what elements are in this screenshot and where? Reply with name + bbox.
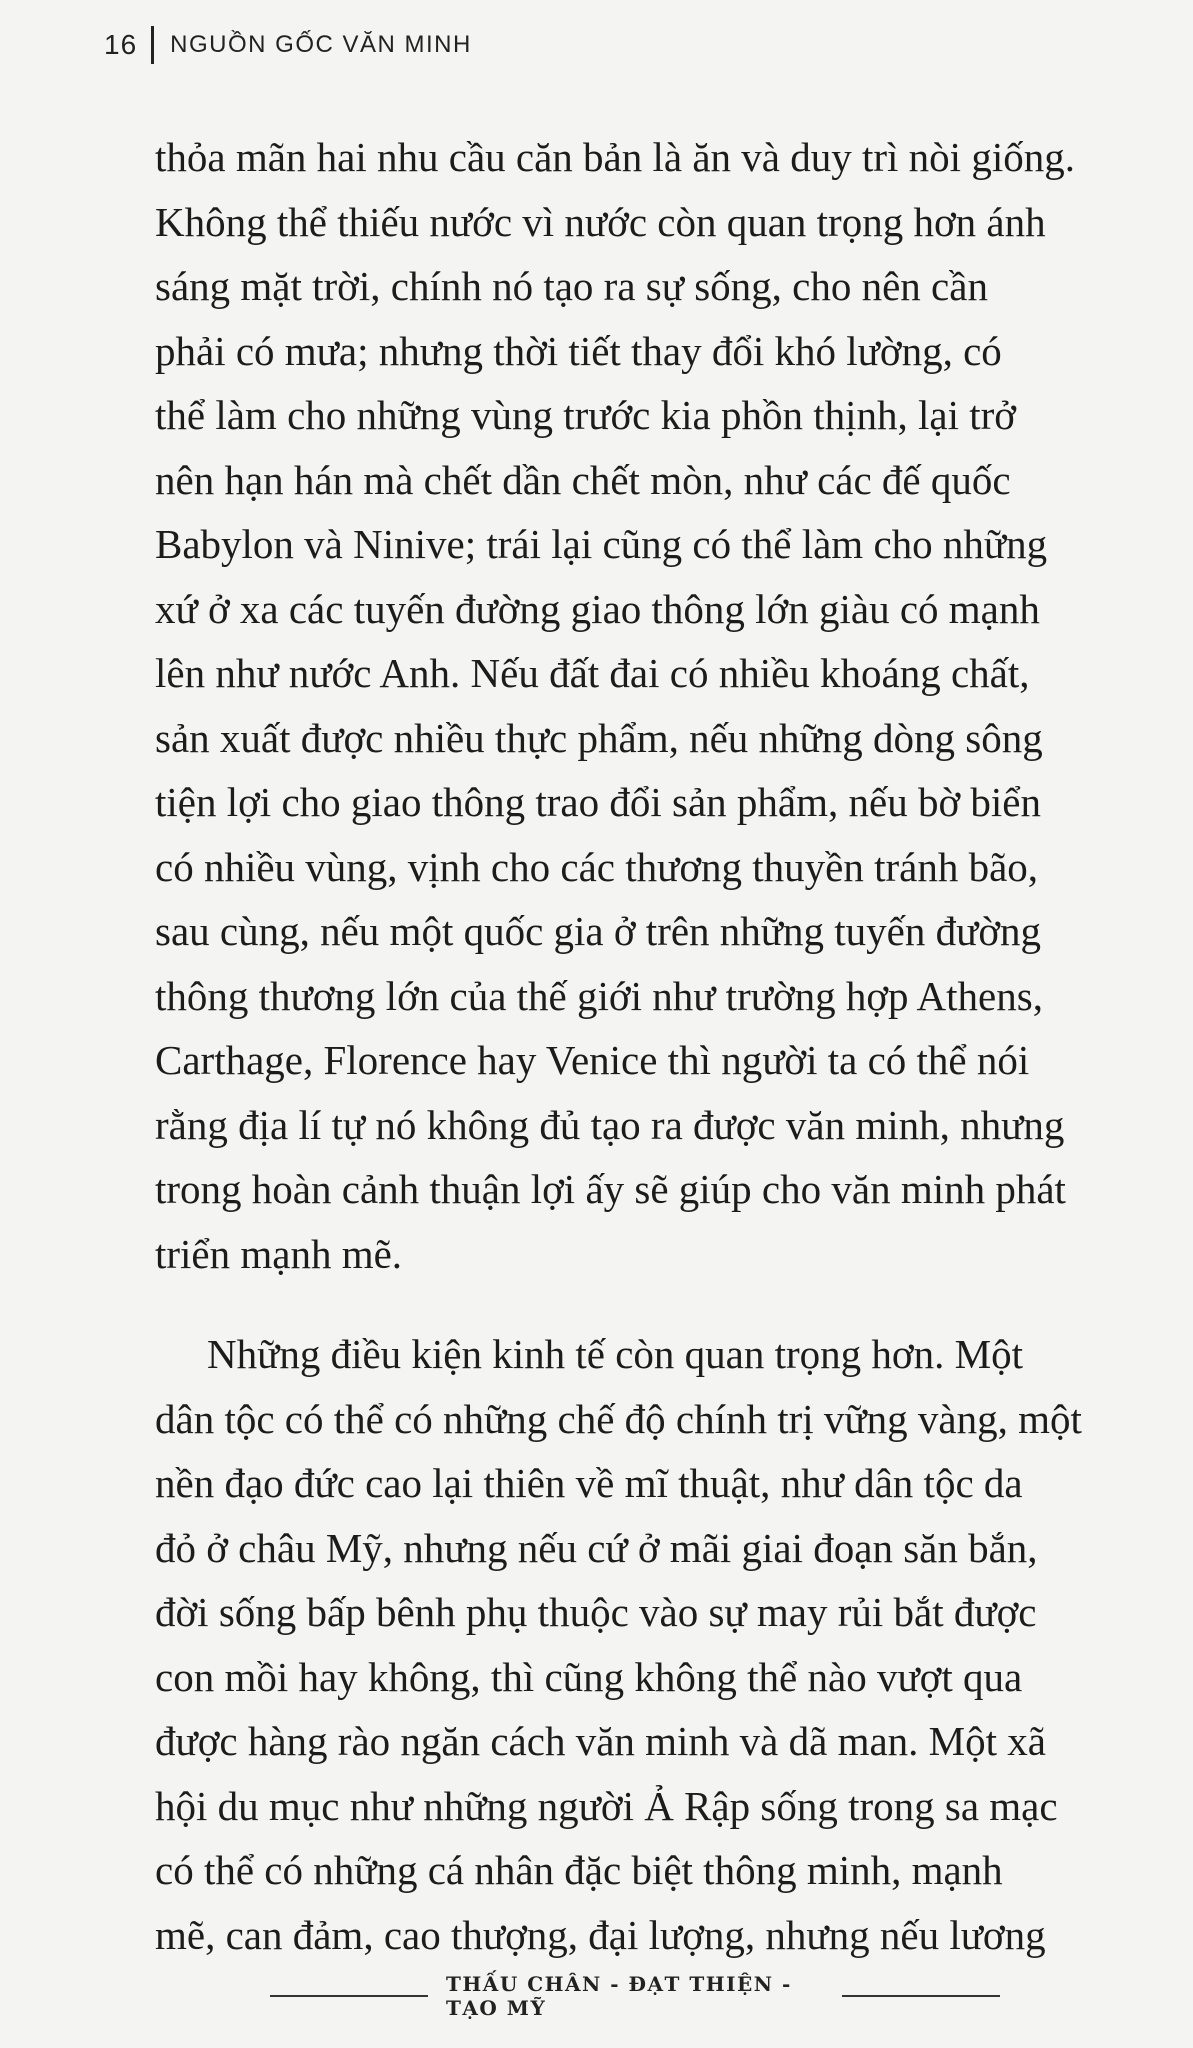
text-line: hội du mục như những người Ả Rập sống trong sa mạc <box>155 1782 1058 1829</box>
paragraph-1 <box>155 125 1115 1286</box>
page-footer <box>270 1972 1000 2020</box>
paragraph-spacer <box>155 1286 1115 1322</box>
text-line: xứ ở xa các tuyến đường giao thông lớn giàu có mạnh <box>155 585 1040 632</box>
text-line: Carthage, Florence hay Venice thì người ta có thể nói <box>155 1037 1030 1083</box>
text-line: đỏ ở châu Mỹ, nhưng nếu cứ ở mãi giai đoạn săn bắn, <box>155 1524 1038 1571</box>
text-line: được hàng rào ngăn cách văn minh và dã man. Một xã <box>155 1718 1046 1764</box>
text-line: Không thể thiếu nước vì nước còn quan trọng hơn ánh <box>155 198 1046 245</box>
text-line: triển mạnh mẽ. <box>155 1230 403 1277</box>
text-line: mẽ, can đảm, cao thượng, đại lượng, nhưng nếu lương <box>155 1911 1046 1958</box>
page-number: 16 <box>104 29 138 60</box>
text-line: đời sống bấp bênh phụ thuộc vào sự may rủi bắt được <box>155 1589 1037 1635</box>
text-line: sau cùng, nếu một quốc gia ở trên những tuyến đường <box>155 908 1042 954</box>
text-line: nên hạn hán mà chết dần chết mòn, như các đế quốc <box>155 456 1011 503</box>
text-line: trong hoàn cảnh thuận lợi ấy sẽ giúp cho văn minh phát <box>155 1166 1066 1212</box>
text-line: tiện lợi cho giao thông trao đổi sản phẩm, nếu bờ biển <box>155 779 1041 825</box>
text-line: rằng địa lí tự nó không đủ tạo ra được văn minh, nhưng <box>155 1101 1065 1148</box>
text-line: sản xuất được nhiều thực phẩm, nếu những dòng sông <box>155 714 1043 761</box>
text-line: dân tộc có thể có những chế độ chính trị vững vàng, một <box>155 1395 1082 1442</box>
text-line: sáng mặt trời, chính nó tạo ra sự sống, cho nên cần <box>155 263 988 309</box>
footer-rule-left <box>270 1995 428 1997</box>
running-title: NGUỒN GỐC VĂN MINH <box>170 31 472 58</box>
footer-motto: THẤU CHÂN - ĐẠT THIỆN - TẠO MỸ <box>446 1972 792 2020</box>
text-line: có thể có những cá nhân đặc biệt thông minh, mạnh <box>155 1847 1003 1893</box>
body-text <box>155 125 1115 1967</box>
text-line: lên như nước Anh. Nếu đất đai có nhiều khoáng chất, <box>155 650 1030 696</box>
header-divider <box>151 26 154 64</box>
text-line: Những điều kiện kinh tế còn quan trọng hơn. Một <box>207 1331 1023 1377</box>
text-line: con mồi hay không, thì cũng không thể nào vượt qua <box>155 1653 1023 1700</box>
text-line: thể làm cho những vùng trước kia phồn thịnh, lại trở <box>155 392 1016 438</box>
text-line: thông thương lớn của thế giới như trường hợp Athens, <box>155 972 1043 1019</box>
text-line: nền đạo đức cao lại thiên về mĩ thuật, như dân tộc da <box>155 1460 1023 1506</box>
text-line: có nhiều vùng, vịnh cho các thương thuyền tránh bão, <box>155 843 1039 890</box>
text-line: phải có mưa; nhưng thời tiết thay đổi khó lường, có <box>155 327 1002 374</box>
paragraph-2 <box>155 1322 1115 1967</box>
text-line: Babylon và Ninive; trái lại cũng có thể làm cho những <box>155 521 1048 567</box>
text-line: thỏa mãn hai nhu cầu căn bản là ăn và duy trì nòi giống. <box>155 134 1075 180</box>
footer-rule-right <box>842 1995 1000 1997</box>
page-header <box>104 22 472 68</box>
